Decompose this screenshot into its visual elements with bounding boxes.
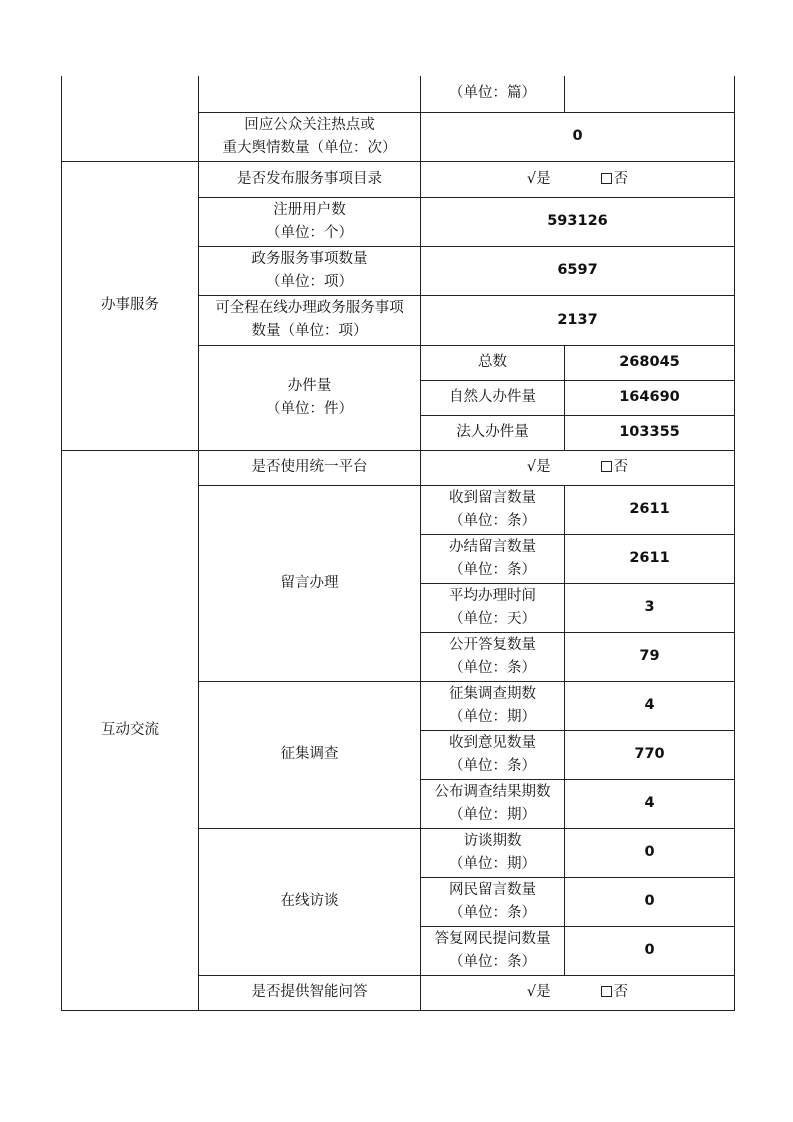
- average-time-label: [421, 583, 565, 632]
- yes-option: [527, 981, 551, 1004]
- netizen-messages-label-line2: （单位：条）: [449, 904, 536, 921]
- message-handling-label: 留言办理: [199, 485, 421, 681]
- answered-questions-label: [421, 926, 565, 975]
- opinions-received-label-line1: 收到意见数量: [449, 734, 536, 751]
- government-affairs-statistics-table: [61, 76, 735, 1011]
- unified-platform-label: 是否使用统一平台: [199, 450, 421, 485]
- messages-received-label: [421, 485, 565, 534]
- average-time-label-line1: 平均办理时间: [449, 587, 536, 604]
- answered-questions-label-line2: （单位：条）: [449, 953, 536, 970]
- label-cell-continued: [199, 76, 421, 112]
- table-row: [62, 112, 735, 161]
- no-label: 否: [613, 984, 629, 1000]
- messages-closed-label: [421, 534, 565, 583]
- average-time-label-line2: （单位：天）: [449, 610, 536, 627]
- interview-periods-label-line1: 访谈期数: [463, 832, 522, 849]
- no-label: 否: [613, 170, 629, 187]
- no-option: [601, 168, 629, 191]
- natural-person-label: 自然人办件量: [421, 380, 565, 415]
- no-label: 否: [613, 459, 629, 475]
- interaction-category: 互动交流: [62, 450, 199, 1010]
- service-items-label: [199, 246, 421, 295]
- category-cell-continued: [62, 76, 199, 112]
- survey-results-value: 4: [565, 779, 735, 828]
- interview-periods-value: 0: [565, 828, 735, 877]
- answered-questions-label-line1: 答复网民提问数量: [434, 930, 551, 947]
- interview-periods-label: [421, 828, 565, 877]
- registered-users-label-line2: （单位：个）: [266, 224, 353, 241]
- case-volume-label: [199, 345, 421, 450]
- table-row: [62, 76, 735, 112]
- hot-topics-label-line2: 重大舆情数量（单位：次）: [222, 139, 397, 156]
- table-row: [62, 161, 735, 197]
- yes-option: [527, 456, 551, 479]
- service-items-label-line1: 政务服务事项数量: [251, 250, 368, 267]
- online-items-label-line2: 数量（单位：项）: [251, 323, 368, 339]
- service-category: 办事服务: [62, 161, 199, 450]
- publish-catalog-label: 是否发布服务事项目录: [199, 161, 421, 197]
- interview-periods-label-line2: （单位：期）: [449, 855, 536, 872]
- hot-topics-value: 0: [421, 112, 735, 161]
- checkbox-icon: [601, 461, 612, 472]
- natural-person-value: 164690: [565, 380, 735, 415]
- online-interview-label: 在线访谈: [199, 828, 421, 975]
- messages-received-value: 2611: [565, 485, 735, 534]
- checkbox-icon: [601, 173, 612, 184]
- survey-periods-label: [421, 681, 565, 730]
- legal-person-label: 法人办件量: [421, 415, 565, 450]
- public-replies-label-line2: （单位：条）: [449, 659, 536, 676]
- messages-received-label-line2: （单位：条）: [449, 512, 536, 529]
- netizen-messages-label-line1: 网民留言数量: [449, 881, 536, 898]
- messages-closed-label-line1: 办结留言数量: [449, 538, 536, 555]
- unified-platform-choice: [421, 450, 735, 485]
- registered-users-label: [199, 197, 421, 246]
- survey-results-label-line2: （单位：期）: [449, 806, 536, 823]
- survey-periods-label-line1: 征集调查期数: [449, 685, 536, 702]
- survey-periods-label-line2: （单位：期）: [449, 708, 536, 725]
- case-volume-label-line1: 办件量: [287, 377, 332, 394]
- total-value: 268045: [565, 345, 735, 380]
- case-volume-label-line2: （单位：件）: [266, 400, 353, 417]
- public-replies-label-line1: 公开答复数量: [449, 636, 536, 653]
- survey-periods-value: 4: [565, 681, 735, 730]
- registered-users-value: 593126: [421, 197, 735, 246]
- public-replies-value: 79: [565, 632, 735, 681]
- hot-topics-label-cell: [199, 112, 421, 161]
- yes-option: [527, 168, 551, 191]
- opinions-received-label-line2: （单位：条）: [449, 757, 536, 774]
- table-row: [62, 450, 735, 485]
- opinions-received-label: [421, 730, 565, 779]
- average-time-value: 3: [565, 583, 735, 632]
- unit-cell: [421, 76, 565, 112]
- smart-qa-label: 是否提供智能问答: [199, 975, 421, 1010]
- category-cell-continued: [62, 112, 199, 161]
- public-replies-label: [421, 632, 565, 681]
- opinions-received-value: 770: [565, 730, 735, 779]
- legal-person-value: 103355: [565, 415, 735, 450]
- publish-catalog-choice: [421, 161, 735, 197]
- yes-label: √是: [526, 984, 551, 1000]
- no-option: [601, 456, 629, 479]
- messages-received-label-line1: 收到留言数量: [449, 489, 536, 506]
- hot-topics-label-line1: 回应公众关注热点或: [244, 116, 375, 133]
- survey-label: 征集调查: [199, 681, 421, 828]
- service-items-value: 6597: [421, 246, 735, 295]
- survey-results-label-line1: 公布调查结果期数: [434, 783, 551, 800]
- netizen-messages-label: [421, 877, 565, 926]
- messages-closed-value: 2611: [565, 534, 735, 583]
- answered-questions-value: 0: [565, 926, 735, 975]
- service-items-label-line2: （单位：项）: [266, 273, 353, 290]
- no-option: [601, 981, 629, 1004]
- online-items-label-line1: 可全程在线办理政务服务事项: [215, 300, 404, 316]
- yes-label: √是: [526, 459, 551, 475]
- survey-results-label: [421, 779, 565, 828]
- unit-label: （单位：篇）: [449, 85, 536, 102]
- yes-label: √是: [526, 170, 551, 187]
- messages-closed-label-line2: （单位：条）: [449, 561, 536, 578]
- online-items-value: 2137: [421, 295, 735, 345]
- registered-users-label-line1: 注册用户数: [273, 201, 346, 218]
- online-items-label: [199, 295, 421, 345]
- checkbox-icon: [601, 986, 612, 997]
- smart-qa-choice: [421, 975, 735, 1010]
- value-cell-empty: [565, 76, 735, 112]
- netizen-messages-value: 0: [565, 877, 735, 926]
- total-label: 总数: [421, 345, 565, 380]
